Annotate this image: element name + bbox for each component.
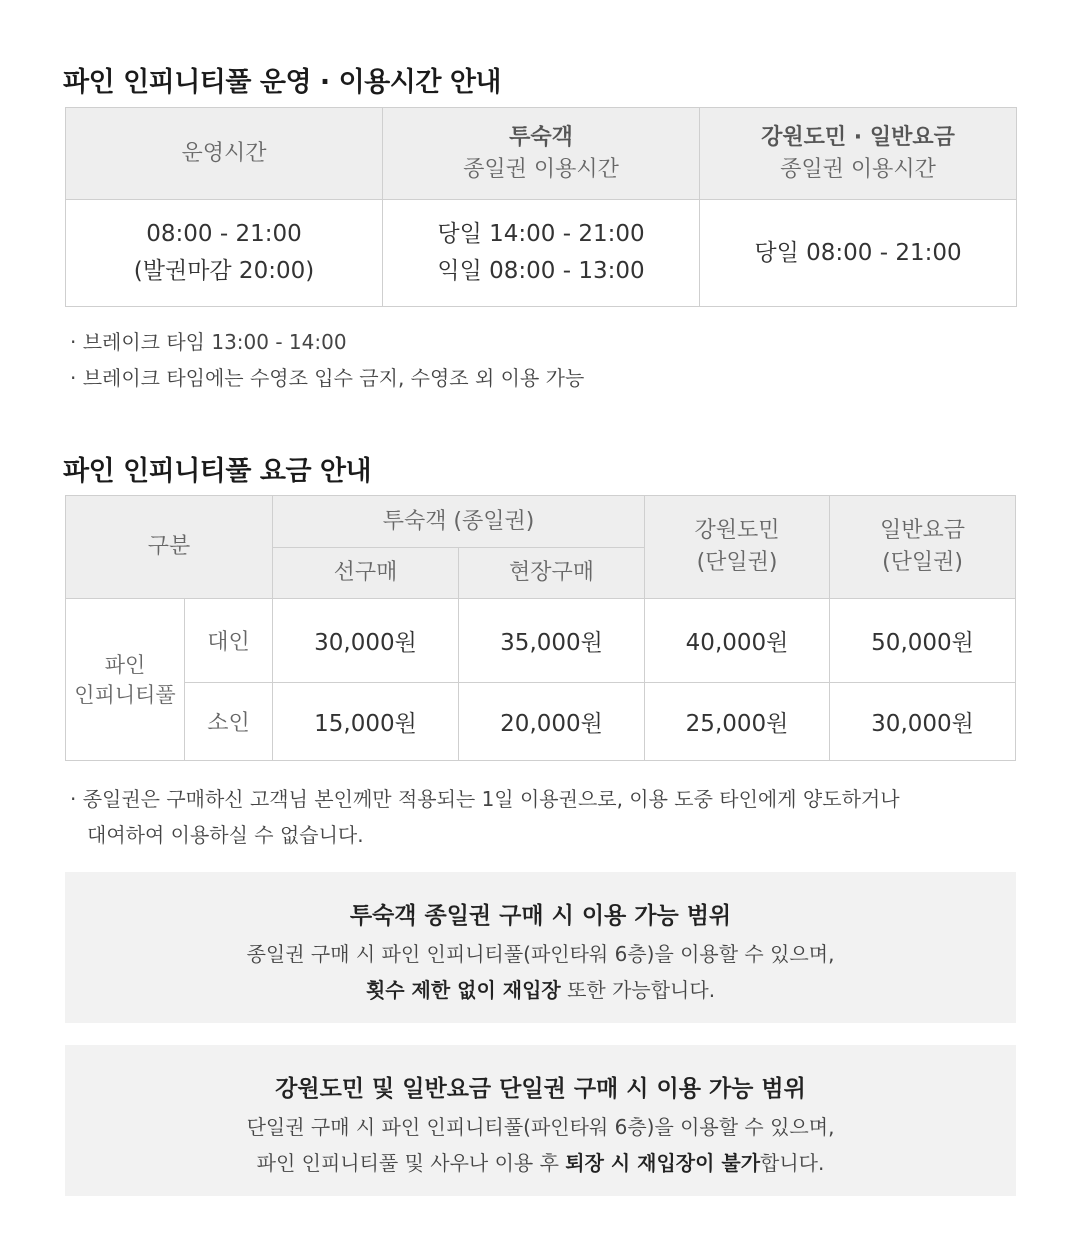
price-cell-adult-general: 50,000원	[830, 599, 1016, 683]
price-table	[65, 495, 1016, 761]
price-section-title: 파인 인피니티풀 요금 안내	[63, 456, 372, 487]
table-row	[66, 683, 1016, 761]
price-cell-adult-pre: 30,000원	[273, 599, 459, 683]
price-cell-child-pre: 15,000원	[273, 683, 459, 761]
hours-header-resident-main: 강원도민 · 일반요금	[761, 124, 955, 150]
price-header-category: 구분	[66, 496, 273, 599]
hours-header-guest-sub: 종일권 이용시간	[463, 156, 619, 182]
price-header-row-1	[66, 496, 1016, 548]
price-cell-adult-onsite: 35,000원	[459, 599, 645, 683]
hours-cell-operating: 08:00 - 21:00 (발권마감 20:00)	[66, 200, 383, 307]
hours-header-resident-sub: 종일권 이용시간	[780, 156, 936, 182]
hours-header-guest-main: 투숙객	[509, 124, 573, 150]
guest-scope-title: 투숙객 종일권 구매 시 이용 가능 범위	[349, 903, 732, 929]
hours-header-resident	[700, 108, 1017, 200]
hours-header-guest	[383, 108, 700, 200]
note-break-time: · 브레이크 타임 13:00 - 14:00	[70, 330, 347, 354]
price-header-guest-pre: 선구매	[273, 548, 459, 599]
single-ticket-scope-line-1: 단일권 구매 시 파인 인피니티풀(파인타워 6층)을 이용할 수 있으며,	[246, 1115, 835, 1139]
price-header-guest: 투숙객 (종일권)	[273, 496, 645, 548]
single-ticket-scope-emphasis: 퇴장 시 재입장이 불가	[565, 1151, 761, 1175]
price-row-label-adult: 대인	[185, 599, 273, 683]
guest-scope-line-1: 종일권 구매 시 파인 인피니티풀(파인타워 6층)을 이용할 수 있으며,	[246, 942, 835, 966]
price-header-guest-onsite: 현장구매	[459, 548, 645, 599]
hours-data-row	[66, 200, 1017, 307]
price-cell-child-onsite: 20,000원	[459, 683, 645, 761]
note-transfer-line-2: 대여하여 이용하실 수 없습니다.	[87, 823, 364, 847]
hours-notes	[70, 324, 584, 396]
note-break-rule: · 브레이크 타임에는 수영조 입수 금지, 수영조 외 이용 가능	[70, 366, 585, 390]
price-row-label-child: 소인	[185, 683, 273, 761]
single-ticket-scope-title: 강원도민 및 일반요금 단일권 구매 시 이용 가능 범위	[275, 1076, 806, 1102]
hours-header-operating: 운영시간	[66, 108, 383, 200]
guest-scope-emphasis: 횟수 제한 없이 재입장	[365, 978, 561, 1002]
note-transfer-line-1: · 종일권은 구매하신 고객님 본인께만 적용되는 1일 이용권으로, 이용 도중 타인에게 양도하거나	[70, 787, 900, 811]
guest-scope-line-2: 횟수 제한 없이 재입장 또한 가능합니다.	[365, 978, 716, 1002]
price-notes	[70, 781, 970, 853]
single-ticket-scope-box	[65, 1045, 1016, 1196]
hours-cell-guest: 당일 14:00 - 21:00 익일 08:00 - 13:00	[383, 200, 700, 307]
table-row	[66, 599, 1016, 683]
price-header-general: 일반요금 (단일권)	[830, 496, 1016, 599]
price-cell-child-general: 30,000원	[830, 683, 1016, 761]
price-cell-child-resident: 25,000원	[645, 683, 830, 761]
single-ticket-scope-line-2: 파인 인피니티풀 및 사우나 이용 후 퇴장 시 재입장이 불가합니다.	[256, 1151, 825, 1175]
hours-table	[65, 107, 1017, 307]
hours-section-title: 파인 인피니티풀 운영 · 이용시간 안내	[63, 67, 501, 98]
guest-scope-box	[65, 872, 1016, 1023]
hours-cell-resident: 당일 08:00 - 21:00	[700, 200, 1017, 307]
hours-header-row	[66, 108, 1017, 200]
price-group-label: 파인 인피니티풀	[66, 599, 185, 761]
price-header-resident: 강원도민 (단일권)	[645, 496, 830, 599]
price-cell-adult-resident: 40,000원	[645, 599, 830, 683]
